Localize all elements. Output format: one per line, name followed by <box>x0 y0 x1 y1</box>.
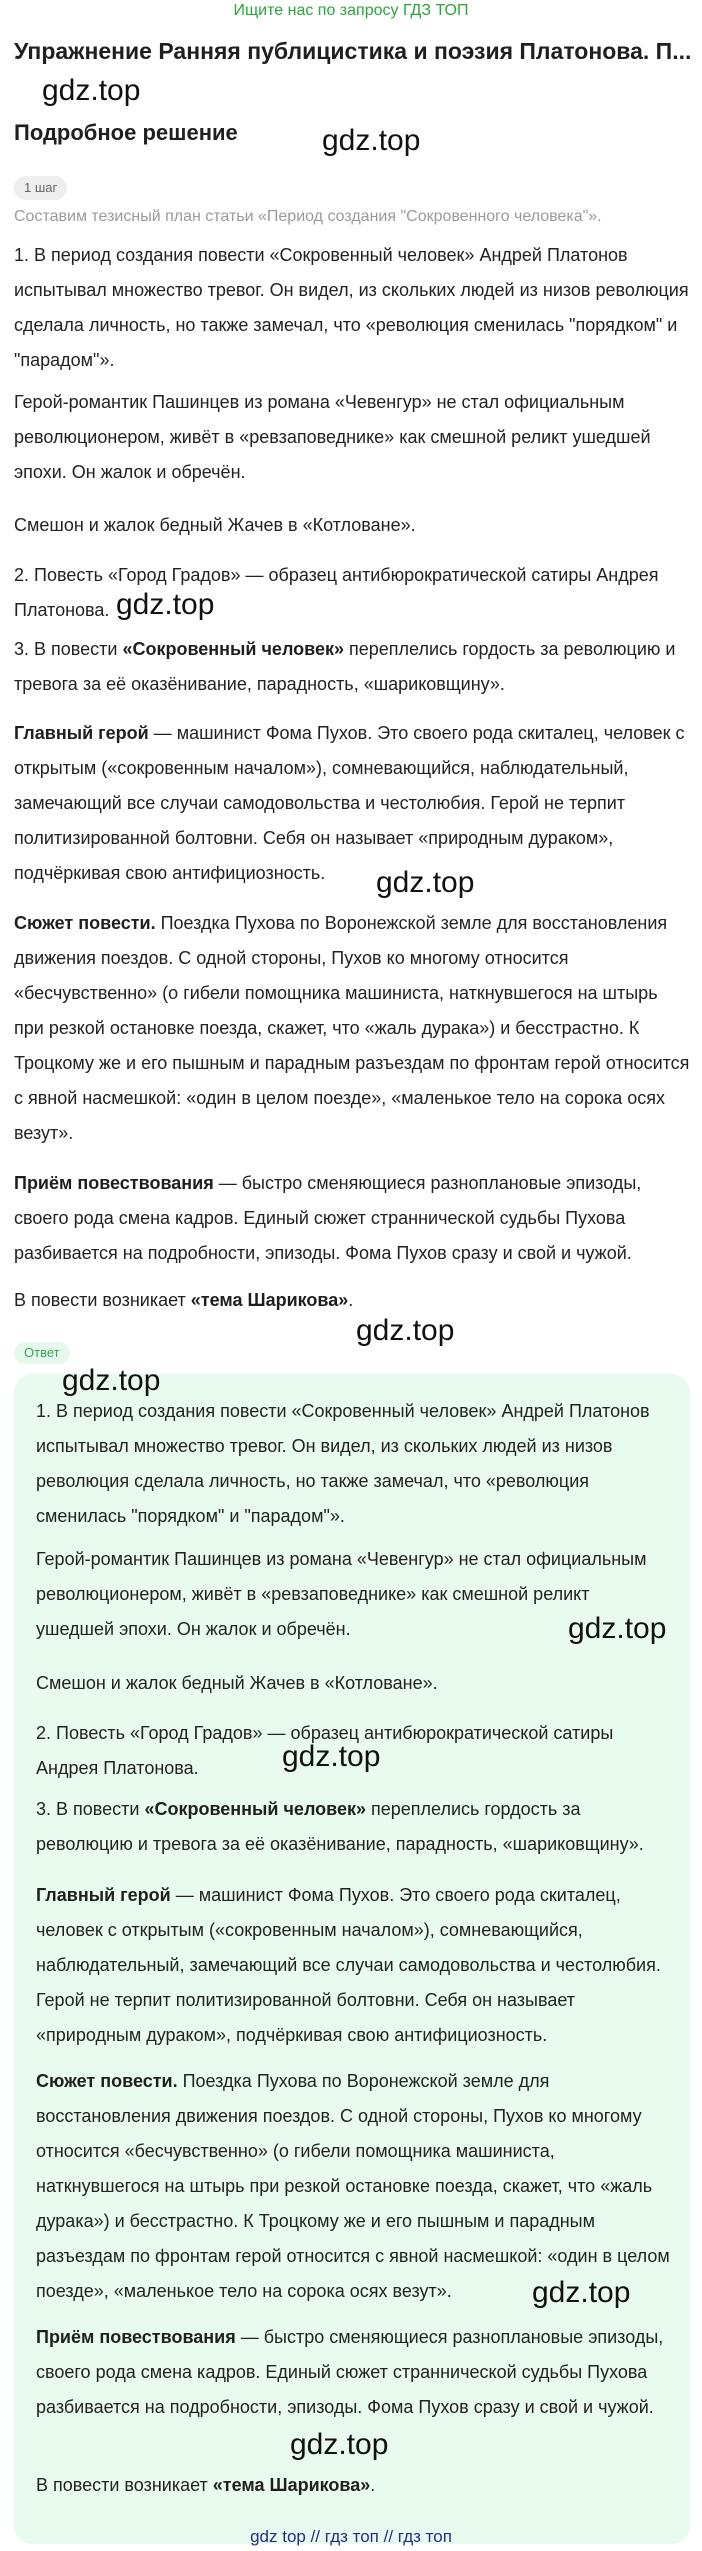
solution-paragraph-9: В повести возникает «тема Шарикова». <box>14 1290 354 1310</box>
solution-paragraph-6: Главный герой — машинист Фома Пухов. Это своего рода скиталец, человек с открытым («сокровенным началом»), сомневающийся, наблюдательный, замечающий все случаи самодовольства и честолюбия. Герой не терпит политизированной болтовни. Себя он называет «природным дураком», подчёркивая свою антифициозность. <box>14 723 685 883</box>
intro-text: Составим тезисный план статьи «Период создания "Сокровенного человека"». <box>14 208 602 225</box>
watermark: gdz.top <box>42 74 141 107</box>
answer-paragraph-7: Сюжет повести. Поездка Пухова по Воронежской земле для восстановления движения поездов. С одной стороны, Пухов ко многому относится «бесчувственно» (о гибели помощника машиниста, наткнувшегося на штырь при резкой остановке поезда, скажет, что «жаль дурака») и бесстрастно. К Троцкому же и его пышным и парадным разъездам по фронтам герой относится с явной насмешкой: «один в целом поезде», «маленькое тело на сорока осях везут». <box>36 2071 670 2301</box>
answer-paragraph-6: Главный герой — машинист Фома Пухов. Это своего рода скиталец, человек с открытым («сокровенным началом»), сомневающийся, наблюдательный, замечающий все случаи самодовольства и честолюбия. Герой не терпит политизированной болтовни. Себя он называет «природным дураком», подчёркивая свою антифициозность. <box>36 1885 661 2045</box>
footer-links[interactable]: gdz top // гдз топ // гдз топ <box>250 2527 452 2546</box>
watermark: gdz.top <box>62 1364 161 1397</box>
solution-paragraph-2: Герой-романтик Пашинцев из романа «Чевенгур» не стал официальным революционером, живёт в «ревзаповеднике» как смешной реликт ушедшей эпохи. Он жалок и обречён. <box>14 392 651 482</box>
watermark: gdz.top <box>532 2276 631 2309</box>
solution-paragraph-4: 2. Повесть «Город Градов» — образец антибюрократической сатиры Андрея Платонова. <box>14 565 659 620</box>
watermark: gdz.top <box>282 1740 381 1773</box>
answer-paragraph-2: Герой-романтик Пашинцев из романа «Чевенгур» не стал официальным революционером, живёт в «ревзаповеднике» как смешной реликт ушедшей эпохи. Он жалок и обречён. <box>36 1549 647 1639</box>
watermark: gdz.top <box>568 1612 667 1645</box>
watermark: gdz.top <box>356 1314 455 1347</box>
watermark: gdz.top <box>290 2428 389 2461</box>
watermark: gdz.top <box>116 588 215 621</box>
watermark: gdz.top <box>376 866 475 899</box>
answer-paragraph-8: Приём повествования — быстро сменяющиеся разноплановые эпизоды, своего рода смена кадров. Единый сюжет страннической судьбы Пухова разбивается на подробности, эпизоды. Фома Пухов сразу и свой и чужой. <box>36 2327 664 2417</box>
search-hint-banner[interactable]: Ищите нас по запросу ГДЗ ТОП <box>233 2 469 19</box>
solution-paragraph-5: 3. В повести «Сокровенный человек» переплелись гордость за революцию и тревога за её оказёнивание, парадность, «шариковщину». <box>14 639 676 694</box>
answer-paragraph-4: 2. Повесть «Город Градов» — образец антибюрократической сатиры Андрея Платонова. <box>36 1723 614 1778</box>
answer-paragraph-1: 1. В период создания повести «Сокровенный человек» Андрей Платонов испытывал множество тревог. Он видел, из скольких людей из низов революция сделала личность, но также замечал, что «революция сменилась "порядком" и "парадом"». <box>36 1401 650 1526</box>
answer-paragraph-5: 3. В повести «Сокровенный человек» переплелись гордость за революцию и тревога за её оказёнивание, парадность, «шариковщину». <box>36 1799 644 1854</box>
solution-paragraph-3: Смешон и жалок бедный Жачев в «Котловане». <box>14 515 416 535</box>
watermark: gdz.top <box>322 124 421 157</box>
answer-paragraph-9: В повести возникает «тема Шарикова». <box>36 2475 376 2495</box>
solution-paragraph-1: 1. В период создания повести «Сокровенный человек» Андрей Платонов испытывал множество тревог. Он видел, из скольких людей из низов революция сделала личность, но также замечал, что «революция сменилась "порядком" и "парадом"». <box>14 245 689 370</box>
answer-badge: Ответ <box>14 1342 70 1364</box>
step-badge: 1 шаг <box>14 176 67 200</box>
answer-paragraph-3: Смешон и жалок бедный Жачев в «Котловане». <box>36 1673 438 1693</box>
page-title: Упражнение Ранняя публицистика и поэзия Платонова. П... <box>14 38 692 64</box>
solution-paragraph-8: Приём повествования — быстро сменяющиеся разноплановые эпизоды, своего рода смена кадров. Единый сюжет страннической судьбы Пухова разбивается на подробности, эпизоды. Фома Пухов сразу и свой и чужой. <box>14 1173 642 1263</box>
section-title: Подробное решение <box>14 120 238 145</box>
solution-paragraph-7: Сюжет повести. Поездка Пухова по Воронежской земле для восстановления движения поездов. С одной стороны, Пухов ко многому относится «бесчувственно» (о гибели помощника машиниста, наткнувшегося на штырь при резкой остановке поезда, скажет, что «жаль дурака») и бесстрастно. К Троцкому же и его пышным и парадным разъездам по фронтам герой относится с явной насмешкой: «один в целом поезде», «маленькое тело на сорока осях везут». <box>14 913 690 1143</box>
